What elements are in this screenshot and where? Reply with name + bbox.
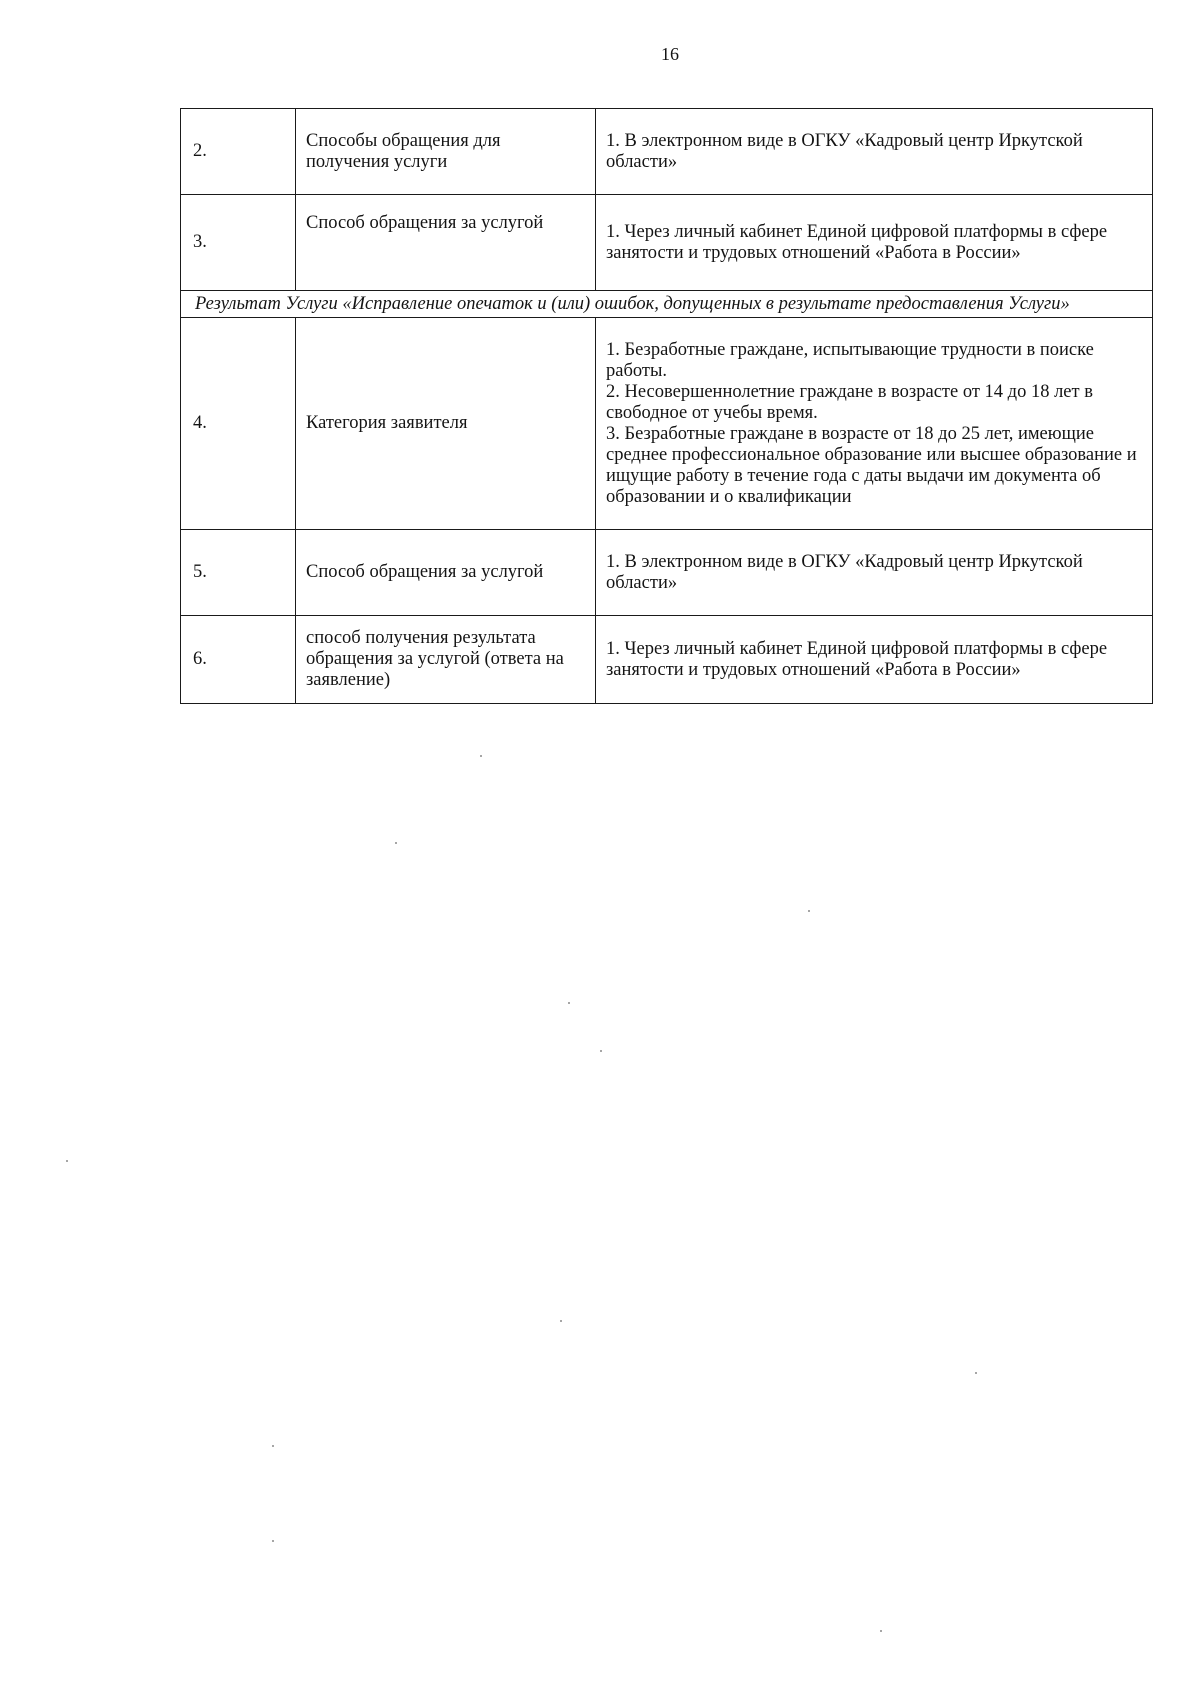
row-parameter-name: Способ обращения за услугой: [296, 530, 596, 616]
scan-speck: [975, 1372, 977, 1374]
scan-speck: [272, 1540, 274, 1542]
scan-speck: [395, 842, 397, 844]
scan-speck: [600, 1050, 602, 1052]
service-info-table: [180, 108, 1153, 704]
scan-speck: [66, 1160, 68, 1162]
table-row: [181, 318, 1153, 530]
row-parameter-value: 1. Через личный кабинет Единой цифровой платформы в сфере занятости и трудовых отношений «Работа в России»: [596, 195, 1153, 291]
row-parameter-name: Способы обращения для получения услуги: [296, 109, 596, 195]
scan-speck: [568, 1002, 570, 1004]
scan-speck: [808, 910, 810, 912]
row-parameter-value: 1. Безработные граждане, испытывающие трудности в поиске работы. 2. Несовершеннолетние граждане в возрасте от 14 до 18 лет в свободное от учебы время. 3. Безработные граждане в возрасте от 18 до 25 лет, имеющие среднее профессиональное образование или высшее образование и ищущие работу в течение года с даты выдачи им документа об образовании и о квалификации: [596, 318, 1153, 530]
table-row: [181, 530, 1153, 616]
row-number: 4.: [181, 318, 296, 530]
row-parameter-name: Способ обращения за услугой: [296, 195, 596, 291]
table-row: [181, 616, 1153, 704]
row-number: 5.: [181, 530, 296, 616]
row-number: 6.: [181, 616, 296, 704]
scan-speck: [560, 1320, 562, 1322]
row-parameter-value: 1. Через личный кабинет Единой цифровой платформы в сфере занятости и трудовых отношений «Работа в России»: [596, 616, 1153, 704]
page-number: 16: [661, 44, 679, 64]
row-number: 2.: [181, 109, 296, 195]
section-header-row: [181, 291, 1153, 318]
row-parameter-value: 1. В электронном виде в ОГКУ «Кадровый центр Иркутской области»: [596, 109, 1153, 195]
table-row: [181, 109, 1153, 195]
row-parameter-value: 1. В электронном виде в ОГКУ «Кадровый центр Иркутской области»: [596, 530, 1153, 616]
row-number: 3.: [181, 195, 296, 291]
row-parameter-name: способ получения результата обращения за услугой (ответа на заявление): [296, 616, 596, 704]
scan-speck: [480, 755, 482, 757]
row-parameter-name: Категория заявителя: [296, 318, 596, 530]
scan-speck: [880, 1630, 882, 1632]
table-row: [181, 195, 1153, 291]
scan-speck: [272, 1445, 274, 1447]
section-title: Результат Услуги «Исправление опечаток и (или) ошибок, допущенных в результате предоставления Услуги»: [181, 291, 1153, 318]
